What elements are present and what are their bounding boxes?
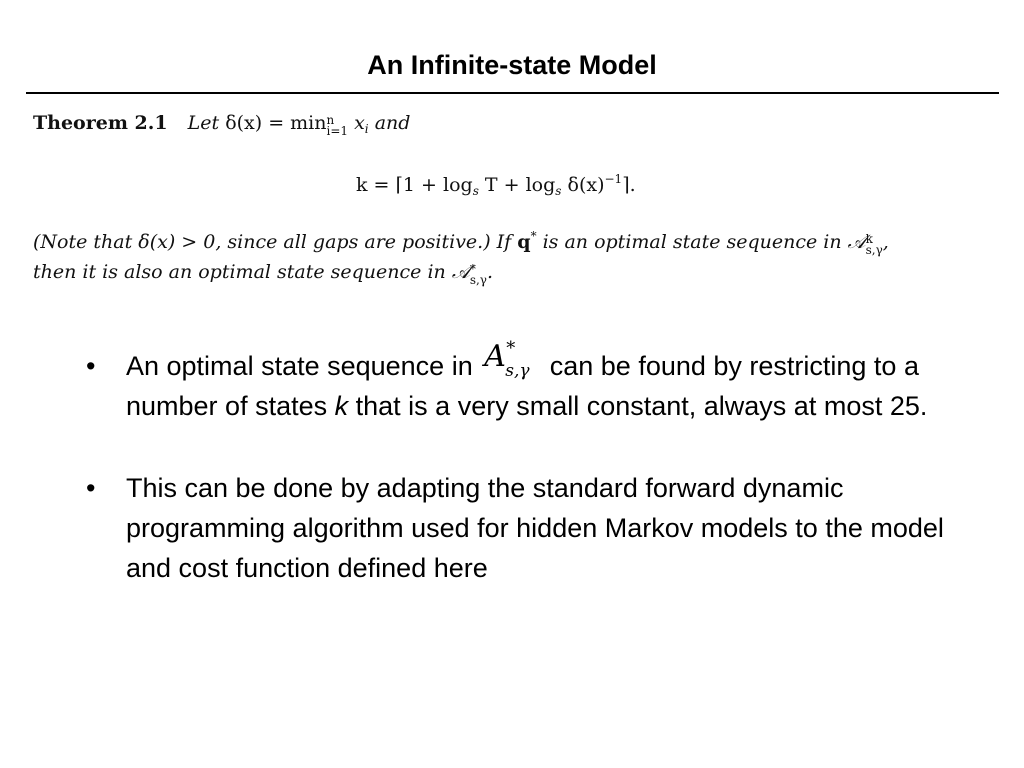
line4-end: . — [486, 261, 494, 283]
theorem-statement-line — [33, 112, 410, 137]
k-variable: k — [334, 391, 349, 421]
cal-a-symbol: 𝒜 — [847, 231, 866, 253]
math-a-star-symbol — [480, 338, 542, 381]
cal-a-star-subscript: s,γ — [469, 273, 487, 287]
bullet-1-text-start: An optimal state sequence in — [126, 351, 473, 381]
k-equation — [356, 172, 636, 198]
slide-title: An Infinite-state Model — [367, 50, 657, 80]
bullet-1-text-end: that is a very small constant, always at most 25. — [355, 391, 928, 421]
bullet-item-1 — [84, 338, 964, 426]
q-superscript: * — [530, 229, 537, 243]
math-a-star: * — [506, 338, 516, 359]
math-a-letter: A — [484, 339, 506, 374]
eq-mid: T + log — [484, 174, 556, 196]
cal-a-k-subscript: s,γ — [865, 243, 883, 257]
theorem-conclusion-line — [33, 261, 493, 286]
theorem-optimal-text: is an optimal state sequence in — [542, 231, 842, 253]
bullet-1-text-mid: can be found by restricting to a number of states — [126, 351, 919, 421]
delta-definition: δ(x) = min — [225, 112, 327, 134]
cal-a-k-scripts — [866, 234, 883, 256]
title-divider — [26, 92, 999, 94]
theorem-note-line — [33, 229, 889, 256]
min-superscript: n — [326, 113, 335, 127]
cal-a-k-superscript: k — [865, 232, 873, 246]
line3-end: , — [882, 231, 889, 253]
bullet-2-text: This can be done by adapting the standard forward dynamic programming algorithm used for hidden Markov models to the model and cost function defined here — [126, 473, 944, 583]
eq-exponent: −1 — [604, 172, 623, 186]
eq-end: ⌉. — [622, 174, 636, 196]
theorem-conclusion: then it is also an optimal state sequence in — [33, 261, 446, 283]
theorem-note: (Note that δ(x) > 0, since all gaps are positive.) If — [33, 231, 512, 253]
theorem-heading: Theorem 2.1 — [33, 112, 168, 134]
log-base-1: s — [472, 184, 479, 198]
eq-lhs: k = ⌈1 + log — [356, 174, 473, 196]
x-subscript: i — [364, 122, 369, 136]
cal-a-star-scripts — [470, 264, 487, 286]
min-limits — [327, 115, 349, 137]
bullet-marker: • — [86, 473, 96, 503]
eq-delta: δ(x) — [567, 174, 605, 196]
bullet-list — [84, 338, 964, 630]
q-variable: q — [517, 231, 531, 253]
math-a-subscript: s,γ — [505, 361, 530, 381]
min-subscript: i=1 — [326, 124, 349, 138]
bullet-item-2 — [84, 468, 964, 588]
theorem-and: and — [374, 112, 411, 134]
cal-a-star-superscript: * — [469, 262, 476, 276]
bullet-marker: • — [86, 351, 96, 381]
cal-a-star-symbol: 𝒜 — [451, 261, 470, 283]
log-base-2: s — [555, 184, 562, 198]
theorem-let: Let — [187, 112, 220, 134]
x-variable: x — [354, 112, 365, 134]
